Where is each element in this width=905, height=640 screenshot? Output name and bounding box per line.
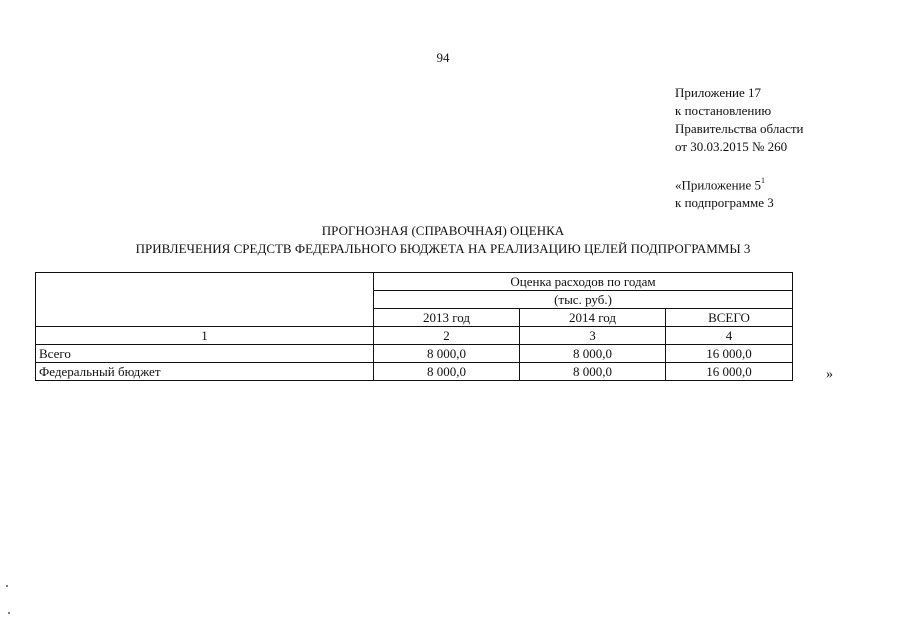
row-value-2014: 8 000,0 xyxy=(520,363,666,381)
row-value-2013: 8 000,0 xyxy=(374,363,520,381)
budget-table xyxy=(35,272,793,381)
column-header-2014: 2014 год xyxy=(520,309,666,327)
table-row xyxy=(36,345,793,363)
row-value-2013: 8 000,0 xyxy=(374,345,520,363)
scan-speck xyxy=(8,612,10,614)
attachment-block xyxy=(675,84,804,212)
table-numbering-row xyxy=(36,327,793,345)
attachment-line-3: Правительства области xyxy=(675,121,804,136)
sub-attachment-prefix: «Приложение 5 xyxy=(675,177,762,193)
table-row xyxy=(36,363,793,381)
title-line-2: ПРИВЛЕЧЕНИЯ СРЕДСТВ ФЕДЕРАЛЬНОГО БЮДЖЕТА НА РЕАЛИЗАЦИЮ ЦЕЛЕЙ ПОДПРОГРАММЫ 3 xyxy=(135,241,751,256)
row-value-total: 16 000,0 xyxy=(666,345,793,363)
group-header-cell: Оценка расходов по годам xyxy=(374,273,793,291)
column-number-2: 2 xyxy=(374,327,520,345)
title-line-1: ПРОГНОЗНАЯ (СПРАВОЧНАЯ) ОЦЕНКА xyxy=(321,223,565,238)
column-number-3: 3 xyxy=(520,327,666,345)
closing-quote: » xyxy=(826,367,833,382)
table-corner-cell xyxy=(36,273,374,327)
column-header-total: ВСЕГО xyxy=(666,309,793,327)
attachment-line-1: Приложение 17 xyxy=(675,85,762,100)
page-number: 94 xyxy=(436,50,450,65)
scan-speck xyxy=(6,585,8,587)
row-label: Федеральный бюджет xyxy=(36,363,374,381)
attachment-line-2: к постановлению xyxy=(675,103,772,118)
row-value-total: 16 000,0 xyxy=(666,363,793,381)
row-value-2014: 8 000,0 xyxy=(520,345,666,363)
document-title xyxy=(0,222,886,258)
sub-attachment-superscript: 1 xyxy=(761,176,766,185)
column-number-4: 4 xyxy=(666,327,793,345)
attachment-line-4: от 30.03.2015 № 260 xyxy=(675,139,788,154)
row-label: Всего xyxy=(36,345,374,363)
column-number-1: 1 xyxy=(36,327,374,345)
sub-attachment-line-2: к подпрограмме 3 xyxy=(675,195,774,211)
sub-attachment-line-1 xyxy=(675,173,804,194)
table-header-row xyxy=(36,273,793,291)
unit-cell: (тыс. руб.) xyxy=(374,291,793,309)
column-header-2013: 2013 год xyxy=(374,309,520,327)
attachment-gap xyxy=(675,156,804,173)
